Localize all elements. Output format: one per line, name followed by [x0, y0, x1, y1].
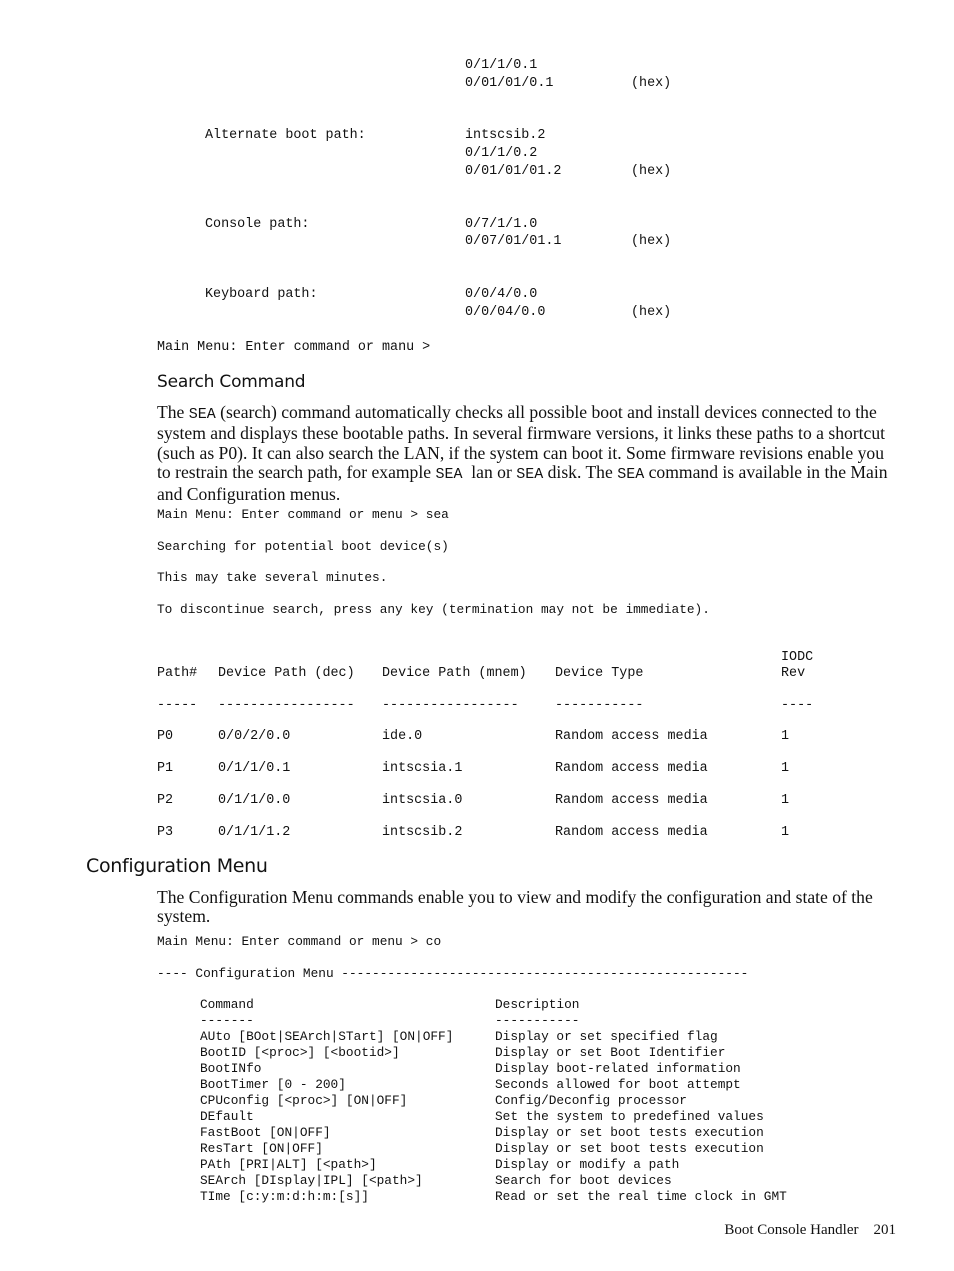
table-cell: 1 [781, 793, 790, 808]
console-line-discontinue: To discontinue search, press any key (termination may not be immediate). [157, 602, 710, 617]
search-command-heading: Search Command [157, 372, 306, 392]
primary-path-line-2: 0/01/01/0.1 [465, 76, 554, 91]
table-cell: 0/1/1/0.0 [218, 793, 291, 808]
para-text: (search) command automatically checks all possible boot and install devices connected to the system and displays these bootable paths. In several firmware versions, it links these paths to a shortcut (such as P0). It can also search the LAN, if the system can boot it. Some firmware revisions enable you to restrain the search path, for example [157, 402, 886, 483]
command-name: FastBoot [ON|OFF] [200, 1125, 331, 1140]
search-command-paragraph [157, 403, 902, 504]
command-name: BootTimer [0 - 200] [200, 1077, 346, 1092]
table-separator: ----- [157, 698, 198, 713]
table-header-dec: Device Path (dec) [218, 666, 355, 681]
table-header-mnem: Device Path (mnem) [382, 666, 527, 681]
table-cell: 0/0/2/0.0 [218, 729, 291, 744]
alternate-path-label: Alternate boot path: [205, 128, 366, 143]
keyboard-path-label: Keyboard path: [205, 287, 318, 302]
command-description: Display or set specified flag [495, 1029, 718, 1044]
keyboard-path-value-1: 0/0/4/0.0 [465, 287, 538, 302]
table-separator: ----------- [555, 698, 644, 713]
sea-code: SEA [516, 466, 544, 484]
console-line-searching: Searching for potential boot device(s) [157, 539, 449, 554]
keyboard-path-value-2: 0/0/04/0.0 [465, 305, 546, 320]
sea-code: SEA [435, 466, 463, 484]
page-footer [724, 1222, 896, 1239]
keyboard-path-hex: (hex) [631, 305, 672, 320]
table-cell: Random access media [555, 729, 708, 744]
sea-code: SEA [188, 406, 216, 423]
console-path-hex: (hex) [631, 234, 672, 249]
table-header-path: Path# [157, 666, 198, 681]
main-menu-prompt: Main Menu: Enter command or manu > [157, 340, 431, 355]
primary-path-line-1: 0/1/1/0.1 [465, 58, 538, 73]
command-description: Display or set Boot Identifier [495, 1045, 726, 1060]
para-text: disk. The [543, 462, 618, 483]
command-name: CPUconfig [<proc>] [ON|OFF] [200, 1093, 408, 1108]
table-cell: intscsib.2 [382, 825, 463, 840]
console-line-co: Main Menu: Enter command or menu > co [157, 934, 442, 949]
table-separator: ----------------- [382, 698, 519, 713]
sea-code: SEA [617, 466, 645, 484]
command-name: DEfault [200, 1109, 254, 1124]
command-description: Read or set the real time clock in GMT [495, 1189, 787, 1204]
table-cell: P0 [157, 729, 174, 744]
column-separator: ------- [200, 1013, 254, 1028]
table-separator: ----------------- [218, 698, 355, 713]
primary-path-hex: (hex) [631, 76, 672, 91]
command-name: ResTart [ON|OFF] [200, 1141, 323, 1156]
command-name: BootID [<proc>] [<bootid>] [200, 1045, 400, 1060]
configuration-menu-title: ---- Configuration Menu ----------------------------------------------------- [157, 966, 749, 981]
command-description: Display or modify a path [495, 1157, 680, 1172]
table-cell: 0/1/1/0.1 [218, 761, 291, 776]
console-line-sea: Main Menu: Enter command or menu > sea [157, 507, 449, 522]
table-cell: 1 [781, 825, 790, 840]
page-number: 201 [873, 1222, 896, 1238]
table-cell: 1 [781, 729, 790, 744]
console-path-value-2: 0/07/01/01.1 [465, 234, 562, 249]
table-cell: 0/1/1/1.2 [218, 825, 291, 840]
command-name: TIme [c:y:m:d:h:m:[s]] [200, 1189, 369, 1204]
command-name: AUto [BOot|SEArch|STart] [ON|OFF] [200, 1029, 454, 1044]
table-cell: P1 [157, 761, 174, 776]
para-text: command is available in the Main and Configuration menus. [157, 462, 888, 504]
command-name: PAth [PRI|ALT] [<path>] [200, 1157, 377, 1172]
column-header-description: Description [495, 997, 580, 1012]
table-header-iodc: IODC [781, 650, 814, 665]
command-description: Search for boot devices [495, 1173, 672, 1188]
table-cell: intscsia.0 [382, 793, 463, 808]
command-name: SEArch [DIsplay|IPL] [<path>] [200, 1173, 423, 1188]
table-cell: Random access media [555, 793, 708, 808]
configuration-menu-paragraph: The Configuration Menu commands enable you to view and modify the configuration and state of the system. [157, 887, 873, 927]
command-description: Set the system to predefined values [495, 1109, 764, 1124]
column-header-command: Command [200, 997, 254, 1012]
command-description: Display or set boot tests execution [495, 1125, 764, 1140]
command-description: Seconds allowed for boot attempt [495, 1077, 741, 1092]
alternate-path-hex: (hex) [631, 164, 672, 179]
table-cell: P2 [157, 793, 174, 808]
alternate-path-value-3: 0/01/01/01.2 [465, 164, 562, 179]
table-header-rev: Rev [781, 666, 806, 681]
table-separator: ---- [781, 698, 814, 713]
column-separator: ----------- [495, 1013, 580, 1028]
configuration-menu-heading: Configuration Menu [86, 855, 268, 877]
table-cell: Random access media [555, 825, 708, 840]
para-text: The [157, 402, 189, 422]
command-description: Config/Deconfig processor [495, 1093, 687, 1108]
footer-section-title: Boot Console Handler [724, 1222, 859, 1238]
table-cell: Random access media [555, 761, 708, 776]
console-line-minutes: This may take several minutes. [157, 570, 388, 585]
table-cell: P3 [157, 825, 174, 840]
console-path-label: Console path: [205, 217, 310, 232]
table-header-type: Device Type [555, 666, 644, 681]
command-description: Display or set boot tests execution [495, 1141, 764, 1156]
alternate-path-value-1: intscsib.2 [465, 128, 546, 143]
table-cell: intscsia.1 [382, 761, 463, 776]
command-name: BootINfo [200, 1061, 262, 1076]
table-cell: ide.0 [382, 729, 423, 744]
console-path-value-1: 0/7/1/1.0 [465, 217, 538, 232]
command-description: Display boot-related information [495, 1061, 741, 1076]
para-text: lan or [462, 462, 517, 483]
table-cell: 1 [781, 761, 790, 776]
alternate-path-value-2: 0/1/1/0.2 [465, 146, 538, 161]
